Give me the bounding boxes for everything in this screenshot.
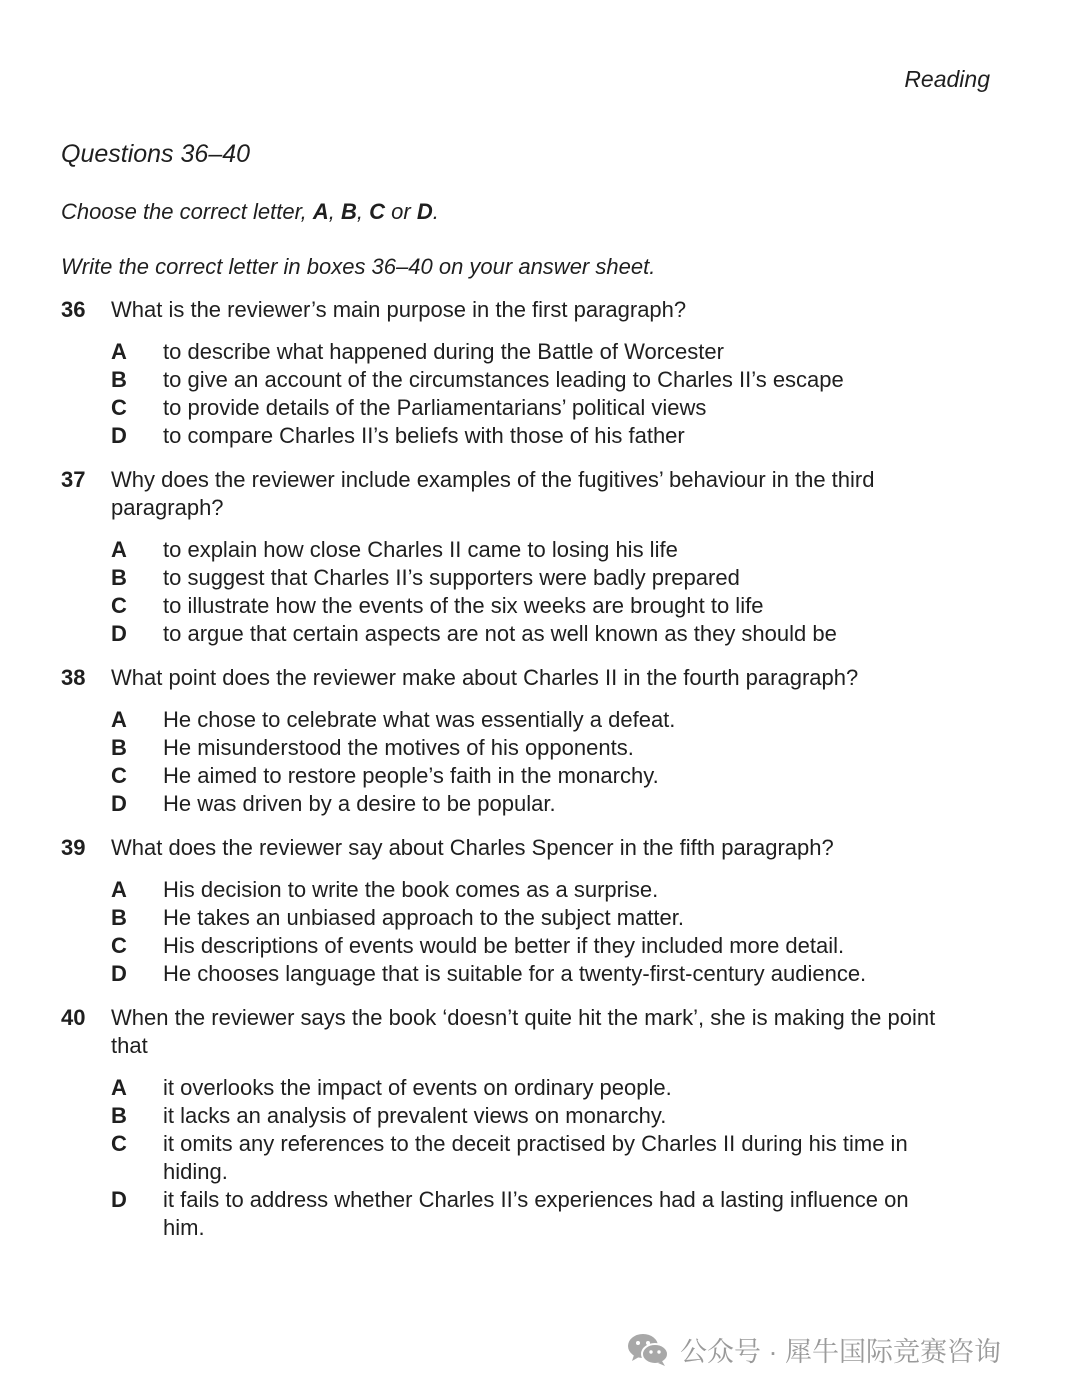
question-39 <box>61 834 961 988</box>
option-d <box>111 960 961 988</box>
question-text: What does the reviewer say about Charles Spencer in the fifth paragraph? <box>111 835 834 860</box>
instruction-text: . <box>432 199 439 224</box>
question-text: What is the reviewer’s main purpose in the first paragraph? <box>111 297 687 322</box>
option-letter: A <box>111 537 127 562</box>
option-letter: D <box>111 961 127 986</box>
question-38 <box>61 664 961 818</box>
question-40 <box>61 1004 961 1242</box>
option-text: His decision to write the book comes as a surprise. <box>163 877 659 902</box>
option-letter: D <box>111 621 127 646</box>
options-list <box>111 706 961 818</box>
options-list <box>111 536 961 648</box>
question-number: 36 <box>61 297 86 322</box>
option-a <box>111 338 961 366</box>
option-b <box>111 904 961 932</box>
question-list <box>61 296 961 1242</box>
instruction-separator: or <box>385 199 417 224</box>
option-d <box>111 1186 961 1242</box>
instruction-choose <box>61 199 439 225</box>
instruction-write: Write the correct letter in boxes 36–40 on your answer sheet. <box>61 254 656 279</box>
question-36 <box>61 296 961 450</box>
option-c <box>111 394 961 422</box>
option-b <box>111 1102 961 1130</box>
question-text: Why does the reviewer include examples of the fugitives’ behaviour in the third paragraph? <box>111 467 875 520</box>
option-letter: D <box>111 1187 127 1212</box>
option-letter: B <box>111 905 127 930</box>
option-letter: D <box>111 791 127 816</box>
option-letter: B <box>111 1103 127 1128</box>
questions-title: Questions 36–40 <box>61 140 251 168</box>
option-text: He was driven by a desire to be popular. <box>163 791 556 816</box>
watermark-text: 公众号 · 犀牛国际竞赛咨询 <box>680 1337 1001 1367</box>
instruction-letter-b: B <box>341 199 357 224</box>
option-text: He chose to celebrate what was essentially a defeat. <box>163 707 676 732</box>
option-text: it lacks an analysis of prevalent views on monarchy. <box>163 1103 667 1128</box>
option-letter: A <box>111 339 127 364</box>
option-letter: C <box>111 763 127 788</box>
option-text: it overlooks the impact of events on ordinary people. <box>163 1075 672 1100</box>
option-b <box>111 734 961 762</box>
option-text: to suggest that Charles II’s supporters were badly prepared <box>163 565 740 590</box>
question-number: 38 <box>61 665 86 690</box>
option-letter: A <box>111 707 127 732</box>
instruction-letter-c: C <box>369 199 386 224</box>
option-letter: C <box>111 593 127 618</box>
option-letter: B <box>111 565 127 590</box>
option-text: His descriptions of events would be better if they included more detail. <box>163 933 845 958</box>
question-number: 37 <box>61 467 86 492</box>
option-text: to illustrate how the events of the six weeks are brought to life <box>163 593 764 618</box>
option-text: to compare Charles II’s beliefs with those of his father <box>163 423 685 448</box>
option-d <box>111 422 961 450</box>
option-letter: B <box>111 735 127 760</box>
option-b <box>111 564 961 592</box>
option-text: He misunderstood the motives of his opponents. <box>163 735 634 760</box>
instruction-letter-d: D <box>416 199 433 224</box>
option-text: it fails to address whether Charles II’s experiences had a lasting influence on him. <box>163 1187 909 1240</box>
option-a <box>111 876 961 904</box>
option-text: He aimed to restore people’s faith in the monarchy. <box>163 763 659 788</box>
option-text: to explain how close Charles II came to losing his life <box>163 537 678 562</box>
question-number: 39 <box>61 835 86 860</box>
option-text: to argue that certain aspects are not as well known as they should be <box>163 621 837 646</box>
option-letter: C <box>111 395 127 420</box>
option-text: to give an account of the circumstances leading to Charles II’s escape <box>163 367 844 392</box>
watermark <box>626 1330 1001 1369</box>
option-c <box>111 592 961 620</box>
option-b <box>111 366 961 394</box>
wechat-icon <box>626 1332 670 1368</box>
options-list <box>111 338 961 450</box>
option-c <box>111 762 961 790</box>
option-c <box>111 932 961 960</box>
option-text: it omits any references to the deceit practised by Charles II during his time in hiding. <box>163 1131 908 1184</box>
instruction-text: Choose the correct letter, <box>61 199 313 224</box>
question-number: 40 <box>61 1005 86 1030</box>
option-a <box>111 706 961 734</box>
option-d <box>111 620 961 648</box>
option-letter: B <box>111 367 127 392</box>
options-list <box>111 1074 961 1242</box>
option-letter: D <box>111 423 127 448</box>
option-text: to provide details of the Parliamentarians’ political views <box>163 395 707 420</box>
option-letter: A <box>111 1075 127 1100</box>
question-text: What point does the reviewer make about Charles II in the fourth paragraph? <box>111 665 859 690</box>
question-text: When the reviewer says the book ‘doesn’t quite hit the mark’, she is making the point that <box>111 1005 936 1058</box>
option-text: to describe what happened during the Battle of Worcester <box>163 339 724 364</box>
option-d <box>111 790 961 818</box>
option-text: He chooses language that is suitable for a twenty-first-century audience. <box>163 961 867 986</box>
options-list <box>111 876 961 988</box>
option-text: He takes an unbiased approach to the subject matter. <box>163 905 684 930</box>
option-c <box>111 1130 961 1186</box>
option-a <box>111 536 961 564</box>
instruction-letter-a: A <box>312 199 329 224</box>
option-a <box>111 1074 961 1102</box>
option-letter: C <box>111 1131 127 1156</box>
option-letter: C <box>111 933 127 958</box>
option-letter: A <box>111 877 127 902</box>
instruction-separator: , <box>328 199 342 224</box>
question-37 <box>61 466 961 648</box>
instruction-separator: , <box>356 199 370 224</box>
section-header: Reading <box>904 66 990 92</box>
